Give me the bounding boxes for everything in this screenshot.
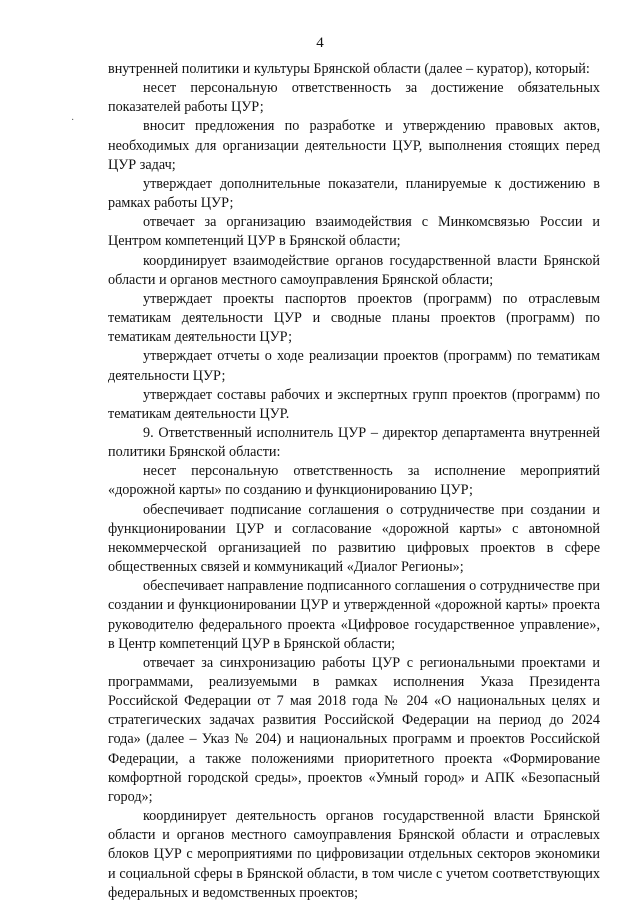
paragraph-section-9: 9. Ответственный исполнитель ЦУР – директор департамента внутренней политики Брянской области: xyxy=(108,424,600,461)
paragraph-reports: утверждает отчеты о ходе реализации проектов (программ) по тематикам деятельности ЦУР; xyxy=(108,348,600,384)
paragraph-agreement-signing: обеспечивает подписание соглашения о сотрудничестве при создании и функционировании ЦУР и согласование «дорожной карты» с автономной некоммерческой организацией по развитию цифровых проектов в сфере общественных связей и коммуникаций «Диалог Регионы»; xyxy=(108,501,600,576)
margin-mark: · xyxy=(71,115,75,126)
document-body xyxy=(108,60,600,903)
paragraph-responsibility: несет персональную ответственность за достижение обязательных показателей работы ЦУР; xyxy=(108,80,600,116)
paragraph-curator-intro: внутренней политики и культуры Брянской области (далее – куратор), который: xyxy=(108,61,590,77)
paragraph-additional-indicators: утверждает дополнительные показатели, планируемые к достижению в рамках работы ЦУР; xyxy=(108,175,600,212)
paragraph-roadmap-responsibility: несет персональную ответственность за исполнение мероприятий «дорожной карты» по созданию и функционированию ЦУР; xyxy=(108,463,600,499)
paragraph-proposals: вносит предложения по разработке и утверждению правовых актов, необходимых для организации деятельности ЦУР, выполнения стоящих перед ЦУР задач; xyxy=(108,118,600,173)
paragraph-passports: утверждает проекты паспортов проектов (программ) по отраслевым тематикам деятельности ЦУР и сводные планы проектов (программ) по тематикам деятельности ЦУР; xyxy=(108,290,600,346)
paragraph-interaction: отвечает за организацию взаимодействия с Минкомсвязью России и Центром компетенций ЦУР в Брянской области; xyxy=(108,214,600,250)
paragraph-synchronization: отвечает за синхронизацию работы ЦУР с региональными проектами и программами, реализуемыми в рамках исполнения Указа Президента Российской Федерации от 7 мая 2018 года № 204 «О национальных целях и стратегических задачах развития Российской Федерации на период до 2024 года» (далее – Указ № 204) и национальных программ и проектов Российской Федерации, а также положениями приоритетного проекта «Формирование комфортной городской среды», проектов «Умный город» и АПК «Безопасный город»; xyxy=(108,654,600,805)
paragraph-coordination: координирует взаимодействие органов государственной власти Брянской области и органов местного самоуправления Брянской области; xyxy=(108,252,600,288)
page-number: 4 xyxy=(316,35,324,51)
paragraph-agreement-sending: обеспечивает направление подписанного соглашения о сотрудничестве при создании и функционировании ЦУР и утвержденной «дорожной карты» проекта руководителю федерального проекта «Цифровое государственное управление», в Центр компетенций ЦУР в Брянской области; xyxy=(108,578,600,652)
paragraph-working-groups: утверждает составы рабочих и экспертных групп проектов (программ) по тематикам деятельности ЦУР. xyxy=(108,386,600,422)
paragraph-digitalization: координирует деятельность органов государственной власти Брянской области и органов местного самоуправления Брянской области и отраслевых блоков ЦУР с мероприятиями по цифровизации отдельных секторов экономики и социальной сферы в Брянской области, в том числе с учетом соответствующих федеральных и ведомственных проектов; xyxy=(108,808,600,901)
